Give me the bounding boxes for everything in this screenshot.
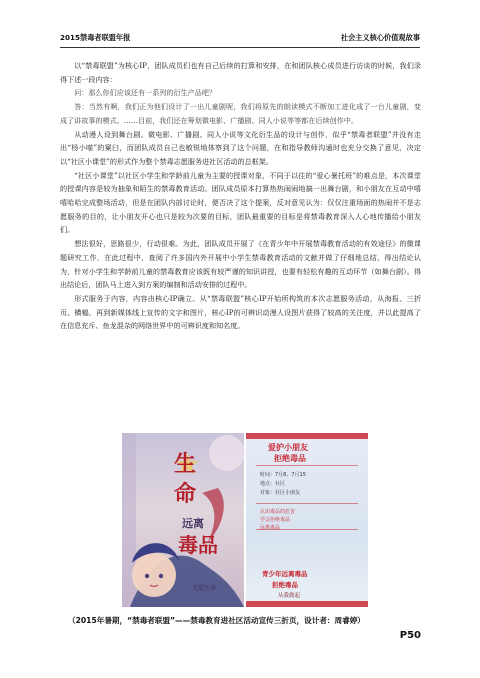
brochure-image xyxy=(122,433,368,607)
paragraph-derivatives: 从动漫人设到舞台剧、微电影、广播剧、同人小说等文化衍生品的设计与创作，似乎“禁毒者联盟”并没有走出“杨小喵”的窠臼，而团队成员自己也敏锐地体察到了这个问题，在和指导教师沟通时也充分交换了意见，决定以“社区小课堂”的形式作为整个禁毒志愿服务进社区活动的总框架。 xyxy=(60,129,421,166)
brochure-left-title-4: 毒品 xyxy=(178,533,218,557)
header-right-title: 社会主义核心价值观故事 xyxy=(340,33,420,42)
brochure-left-title-2: 命 xyxy=(174,481,197,507)
brochure-right-info-1: 时间：7月8、7月15 xyxy=(260,472,306,478)
brochure-right-bottom-2: 拒绝毒品 xyxy=(272,581,298,589)
paragraph-answer: 答：当然有啊，我们正为他们设计了一出儿童剧呢，我们将原先的朗读模式不断加工进化成了一台儿童剧，变成了讲故事的模式。……目前，我们还在筹划微电影、广播剧、同人小说等等都在后续创作中。 xyxy=(60,102,421,125)
brochure-left-sub: 关爱生命 xyxy=(192,585,217,592)
header-divider xyxy=(60,47,420,48)
brochure-right-heading-1: 爱护小朋友 xyxy=(268,443,308,452)
brochure-right-info-3: 对象：社区小朋友 xyxy=(260,490,301,496)
paragraph-classroom: “社区小课堂”以社区小学生和学龄前儿童为主要的授课对象，不同于以往的“爱心暑托班”的难点是，本次课堂的授课内容是较为抽象和陌生的禁毒教育活动。团队成员原本打算热热闹闹地搞一出舞台剧，和小朋友在互动中嘻嘻哈哈完成整场活动，但是在团队内部讨论时，便否决了这个提案，反对意见认为：仅仅注重场面的热闹并不是志愿服务的目的，让小朋友开心也只是较为次要的目标，团队最重要的目标是将禁毒教育深入人心地传播给小朋友们。 xyxy=(60,170,421,235)
header-left-title: 2015禁毒者联盟年报 xyxy=(60,33,131,42)
page-header xyxy=(60,32,420,46)
brochure-artwork xyxy=(122,433,368,607)
paragraph-intro: 以“禁毒联盟”为核心IP，团队成员们也有自己后续的打算和安排，在和团队核心成员进行访谈的时候，我们录得下述一段内容： xyxy=(60,61,421,84)
brochure-right-bottom-3: 从我做起 xyxy=(278,593,301,599)
brochure-left-title-3: 远离 xyxy=(182,517,204,530)
paragraph-form-content: 形式服务于内容，内容由核心IP确立。从“禁毒联盟”核心IP开始所构筑的本次志愿服务活动，从海报、三折页、横幅，再到新媒体线上宣传的文字和图片，核心IP的可辨识动漫人设图片获得了较高的关注度，并以此提高了在信息充斥、鱼龙混杂的网络世界中的可辨识度和知名度。 xyxy=(60,293,421,331)
brochure-right-list-1: 认识毒品的危害 xyxy=(260,509,296,515)
brochure-right-heading-2: 拒绝毒品 xyxy=(274,454,306,463)
brochure-left-title-1: 生 xyxy=(174,451,197,477)
brochure-right-list-2: 学会拒绝毒品 xyxy=(260,517,291,523)
paragraph-question: 问：那么你们应该还有一系列的衍生产品吧？ xyxy=(74,88,217,98)
brochure-right-list-3: 远离毒品 xyxy=(260,525,281,531)
paragraph-research: 想法很好，思路很少，行动很难。为此，团队成员开展了《在青少年中开展禁毒教育活动的有效途径》的微课题研究工作，在此过程中，查阅了许多国内外开展中小学生禁毒教育活动的文献并做了仔细地总结，得出结论认为，针对小学生和学龄前儿童的禁毒教育应该既有较严谨的知识讲授，也要有轻松有趣的互动环节（如舞台剧）。得出结论后，团队马上进入到方案的编制和活动安排的过程中。 xyxy=(60,239,421,290)
brochure-right-info-2: 地点：社区 xyxy=(260,481,286,487)
figure-caption: （2015年暑期，“禁毒者联盟”——禁毒教育进社区活动宣传三折页，设计者：周睿婷） xyxy=(68,616,365,625)
page-number: P50 xyxy=(399,630,421,641)
body-text xyxy=(60,59,421,333)
brochure-right-bottom-1: 青少年远离毒品 xyxy=(262,570,308,578)
